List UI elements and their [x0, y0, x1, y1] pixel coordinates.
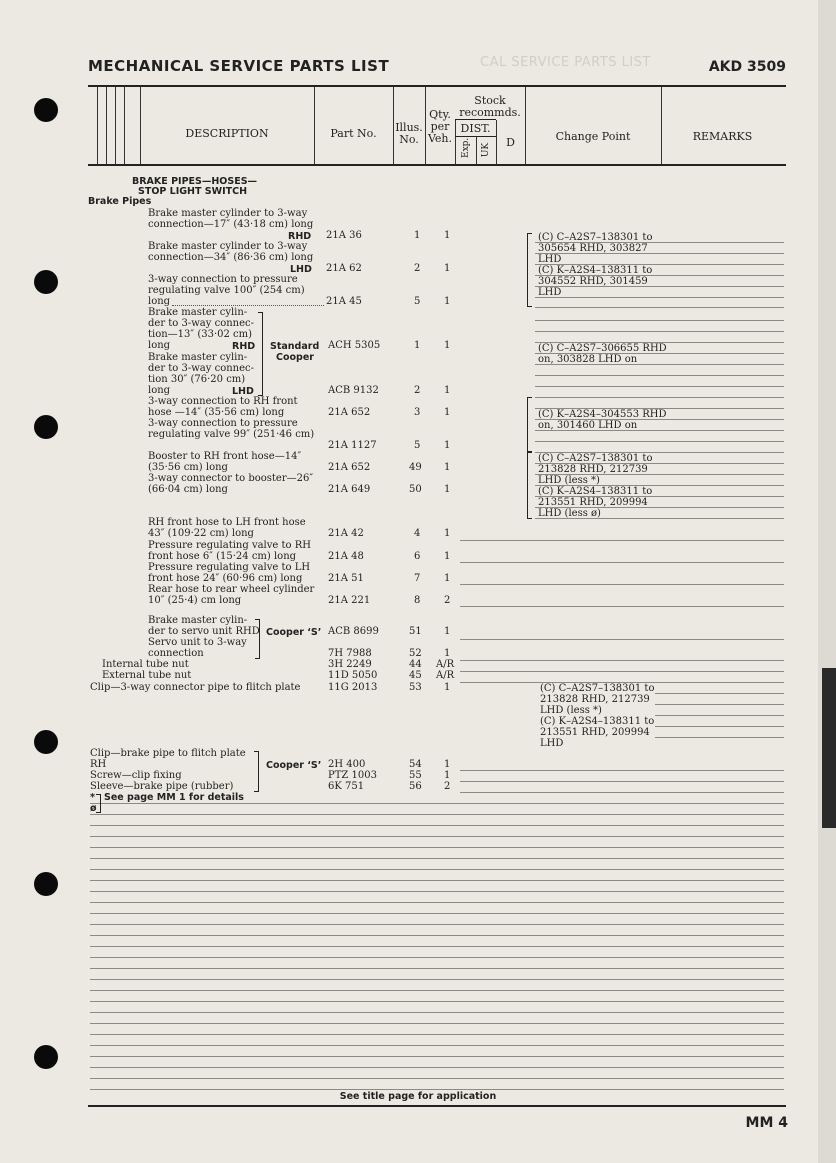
description-line: 3-way connector to booster—26″ [148, 473, 314, 484]
footer-rule [88, 1105, 786, 1107]
ruled-line [90, 979, 784, 980]
bracket [527, 233, 532, 307]
qty-value: 1 [444, 385, 451, 396]
illus-number: 54 [409, 759, 422, 770]
description-line: long [148, 340, 171, 351]
illus-number: 1 [414, 230, 421, 241]
ruled-line [90, 803, 784, 804]
document-code: AKD 3509 [708, 59, 786, 75]
change-point: 213551 RHD, 209994 [540, 727, 650, 738]
ruled-line [655, 693, 784, 694]
illus-number: 4 [414, 528, 421, 539]
description-line: Pressure regulating valve to RH [148, 540, 311, 551]
change-point: (C) K–A2S4–138311 to [538, 265, 653, 276]
description-line: connection—34″ (86·36 cm) long [148, 252, 314, 263]
illus-number: 5 [414, 296, 421, 307]
binder-hole [34, 98, 58, 122]
qty-value: A/R [436, 659, 455, 670]
ruled-line [460, 792, 784, 793]
change-point: 304552 RHD, 301459 [538, 276, 648, 287]
column-divider [661, 87, 662, 164]
change-point: 213551 RHD, 209994 [538, 497, 648, 508]
change-point: on, 301460 LHD on [538, 420, 638, 431]
description-line: der to 3-way connec- [148, 318, 254, 329]
description-line: regulating valve 100″ (254 cm) [148, 285, 305, 296]
qty-value: 1 [444, 440, 451, 451]
change-point: 213828 RHD, 212739 [538, 464, 648, 475]
change-point: 213828 RHD, 212739 [540, 694, 650, 705]
header-bottom-rule [88, 164, 786, 166]
description-line: RH [90, 759, 107, 770]
ruled-line [90, 1045, 784, 1046]
change-point: (C) K–A2S4–304553 RHD [538, 409, 667, 420]
description-line: LHD [232, 386, 254, 397]
part-number: 21A 51 [328, 573, 364, 584]
binder-hole [34, 730, 58, 754]
bracket [96, 794, 101, 813]
column-divider [124, 87, 125, 164]
group-label-cooper-s: Cooper ‘S’ [266, 760, 322, 771]
column-divider [140, 87, 141, 164]
change-point: (C) K–A2S4–138311 to [538, 486, 653, 497]
description-line: Rear hose to rear wheel cylinder [148, 584, 315, 595]
description-line: tion 30″ (76·20 cm) [148, 374, 246, 385]
ruled-line [90, 957, 784, 958]
ruled-line [460, 671, 784, 672]
ruled-line [90, 990, 784, 991]
description-line: Clip—3-way connector pipe to flitch plate [90, 682, 301, 693]
col-change-point: Change Point [555, 130, 631, 143]
part-number: 11D 5050 [328, 670, 378, 681]
qty-value: 1 [444, 528, 451, 539]
ruled-line [90, 858, 784, 859]
ruled-line [90, 968, 784, 969]
ruled-line [460, 562, 784, 563]
illus-number: 45 [409, 670, 422, 681]
bleed-through-text: CAL SERVICE PARTS LIST [480, 55, 651, 70]
description-line: RHD [232, 341, 256, 352]
footer-note: See title page for application [339, 1091, 497, 1102]
leader-dots [172, 305, 324, 306]
ruled-line [535, 397, 784, 398]
description-line: (66·04 cm) long [148, 484, 228, 495]
group-label-cooper: Cooper [276, 352, 314, 363]
qty-value: 1 [444, 340, 451, 351]
qty-value: 1 [444, 462, 451, 473]
dist-divider [455, 136, 496, 137]
ruled-line [535, 307, 784, 308]
illus-number: 44 [409, 659, 422, 670]
part-number: PTZ 1003 [328, 770, 377, 781]
col-stock: Stock [474, 94, 506, 107]
binder-hole [34, 1045, 58, 1069]
ruled-line [90, 902, 784, 903]
ruled-line [655, 715, 784, 716]
change-point: on, 303828 LHD on [538, 354, 638, 365]
ruled-line [90, 880, 784, 881]
change-point: LHD [538, 254, 562, 265]
ruled-line [90, 1056, 784, 1057]
bracket [254, 751, 259, 792]
ruled-line [90, 924, 784, 925]
bracket [527, 397, 532, 452]
col-illus-2: No. [399, 133, 419, 146]
column-divider [525, 87, 526, 164]
description-line: Brake master cylin- [148, 352, 248, 363]
ruled-line [460, 540, 784, 541]
change-point: LHD [538, 287, 562, 298]
footnote-symbol: * [90, 792, 95, 803]
part-number: 3H 2249 [328, 659, 372, 670]
description-line: der to 3-way connec- [148, 363, 254, 374]
binder-hole [34, 270, 58, 294]
illus-number: 6 [414, 551, 421, 562]
col-illus: Illus. [395, 121, 423, 134]
ruled-line [655, 726, 784, 727]
description-line: Internal tube nut [102, 659, 189, 670]
part-number: ACH 5305 [328, 340, 381, 351]
col-exp: Exp. [461, 137, 471, 158]
qty-value: 1 [444, 770, 451, 781]
qty-value: 1 [444, 682, 451, 693]
illus-number: 1 [414, 340, 421, 351]
part-number: ACB 9132 [328, 385, 379, 396]
column-divider [97, 87, 98, 164]
illus-number: 3 [414, 407, 421, 418]
ruled-line [535, 375, 784, 376]
col-d: D [506, 136, 515, 149]
col-stock-2: recommds. [459, 106, 521, 119]
column-divider [314, 87, 315, 164]
ruled-line [535, 441, 784, 442]
header-top-rule [88, 85, 786, 87]
part-number: 21A 652 [328, 407, 371, 418]
ruled-line [535, 386, 784, 387]
ruled-line [90, 1012, 784, 1013]
illus-number: 50 [409, 484, 422, 495]
ruled-line [460, 770, 784, 771]
change-point: (C) C–A2S7–306655 RHD [538, 343, 667, 354]
change-point: 305654 RHD, 303827 [538, 243, 648, 254]
illus-number: 52 [409, 648, 422, 659]
ruled-line [460, 606, 784, 607]
part-number: ACB 8699 [328, 626, 379, 637]
stock-divider [455, 119, 496, 120]
description-line: External tube nut [102, 670, 192, 681]
bracket [258, 312, 263, 396]
ruled-line [90, 1023, 784, 1024]
qty-value: 1 [444, 551, 451, 562]
qty-value: 2 [444, 781, 451, 792]
illus-number: 8 [414, 595, 421, 606]
illus-number: 7 [414, 573, 421, 584]
ruled-line [90, 935, 784, 936]
description-line: hose —14″ (35·56 cm) long [148, 407, 285, 418]
col-remarks: REMARKS [692, 130, 753, 143]
ruled-line [535, 331, 784, 332]
group-label-standard: Standard [270, 341, 320, 352]
footnote-symbol: ø [90, 803, 97, 814]
ruled-line [535, 297, 784, 298]
column-divider [106, 87, 107, 164]
description-line: connection—17″ (43·18 cm) long [148, 219, 314, 230]
section-title-2: STOP LIGHT SWITCH [138, 186, 248, 197]
ruled-line [90, 1089, 784, 1090]
description-line: Brake master cylinder to 3-way [148, 241, 308, 252]
col-qty-3: Veh. [427, 132, 453, 145]
ruled-line [655, 737, 784, 738]
ruled-line [90, 1078, 784, 1079]
ruled-line [90, 891, 784, 892]
bracket [255, 619, 260, 659]
description-line: 3-way connection to pressure [148, 274, 298, 285]
index-tab [822, 668, 836, 828]
col-uk: UK [481, 142, 491, 158]
section-title: BRAKE PIPES—HOSES— [132, 176, 258, 187]
change-point: (C) C–A2S7–138301 to [538, 453, 653, 464]
ruled-line [90, 869, 784, 870]
description-line: connection [148, 648, 204, 659]
qty-value: 1 [444, 407, 451, 418]
description-line: tion—13″ (33·02 cm) [148, 329, 253, 340]
description-line: Screw—clip fixing [90, 770, 182, 781]
part-number: 21A 649 [328, 484, 371, 495]
illus-number: 2 [414, 263, 421, 274]
part-number: 21A 1127 [328, 440, 377, 451]
ruled-line [90, 946, 784, 947]
change-point: (C) K–A2S4–138311 to [540, 716, 655, 727]
qty-value: 1 [444, 759, 451, 770]
ruled-line [90, 913, 784, 914]
illus-number: 51 [409, 626, 422, 637]
document-title: MECHANICAL SERVICE PARTS LIST [88, 57, 390, 75]
description-line: long [148, 385, 171, 396]
description-line: 43″ (109·22 cm) long [148, 528, 254, 539]
qty-value: 2 [444, 595, 451, 606]
column-divider [115, 87, 116, 164]
bracket [527, 452, 532, 519]
part-number: 21A 42 [328, 528, 364, 539]
col-qty: Qty. [429, 108, 451, 121]
description-line: Brake master cylinder to 3-way [148, 208, 308, 219]
qty-value: 1 [444, 626, 451, 637]
qty-value: A/R [436, 670, 455, 681]
page-edge [818, 0, 836, 1163]
part-number: 21A 652 [328, 462, 371, 473]
description-line: (35·56 cm) long [148, 462, 228, 473]
part-number: 11G 2013 [328, 682, 378, 693]
ruled-line [90, 1034, 784, 1035]
description-line: Clip—brake pipe to flitch plate [90, 748, 246, 759]
part-number: 2H 400 [328, 759, 366, 770]
description-line: LHD [290, 264, 312, 275]
ruled-line [535, 320, 784, 321]
change-point: LHD (less *) [538, 475, 600, 486]
part-number: 21A 221 [328, 595, 371, 606]
ruled-line [90, 1001, 784, 1002]
description-line: regulating valve 99″ (251·46 cm) [148, 429, 315, 440]
illus-number: 55 [409, 770, 422, 781]
column-divider [476, 137, 477, 164]
part-number: 6K 751 [328, 781, 365, 792]
binder-hole [34, 872, 58, 896]
description-line: RH front hose to LH front hose [148, 517, 306, 528]
part-number: 21A 45 [326, 296, 362, 307]
qty-value: 1 [444, 484, 451, 495]
ruled-line [460, 660, 784, 661]
qty-value: 1 [444, 296, 451, 307]
group-label-cooper-s: Cooper ‘S’ [266, 627, 322, 638]
col-dist: DIST. [460, 122, 491, 135]
ruled-line [90, 814, 784, 815]
ruled-line [90, 825, 784, 826]
illus-number: 53 [409, 682, 422, 693]
description-line: der to servo unit RHD [148, 626, 260, 637]
change-point: (C) C–A2S7–138301 to [540, 683, 655, 694]
change-point: LHD (less *) [540, 705, 602, 716]
description-line: 3-way connection to RH front [148, 396, 298, 407]
change-point: (C) C–A2S7–138301 to [538, 232, 653, 243]
ruled-line [460, 584, 784, 585]
description-line: Brake master cylin- [148, 615, 248, 626]
qty-value: 1 [444, 230, 451, 241]
binder-hole [34, 415, 58, 439]
description-line: long [148, 296, 171, 307]
illus-number: 5 [414, 440, 421, 451]
col-qty-2: per [430, 120, 450, 133]
description-line: 3-way connection to pressure [148, 418, 298, 429]
description-line: Sleeve—brake pipe (rubber) [90, 781, 234, 792]
ruled-line [460, 639, 784, 640]
part-number: 21A 36 [326, 230, 362, 241]
illus-number: 49 [409, 462, 422, 473]
description-line: Brake master cylin- [148, 307, 248, 318]
description-line: Booster to RH front hose—14″ [148, 451, 302, 462]
description-line: 10″ (25·4) cm long [148, 595, 242, 606]
ruled-line [90, 847, 784, 848]
part-number: 7H 7988 [328, 648, 372, 659]
change-point: LHD [540, 738, 564, 749]
col-part-no: Part No. [330, 127, 377, 140]
description-line: front hose 24″ (60·96 cm) long [148, 573, 303, 584]
description-line: front hose 6″ (15·24 cm) long [148, 551, 297, 562]
ruled-line [460, 781, 784, 782]
description-line: Pressure regulating valve to LH [148, 562, 311, 573]
illus-number: 56 [409, 781, 422, 792]
description-line: Servo unit to 3-way [148, 637, 247, 648]
col-description: DESCRIPTION [185, 127, 269, 140]
part-number: 21A 62 [326, 263, 362, 274]
description-line: RHD [288, 231, 312, 242]
ruled-line [90, 1067, 784, 1068]
ruled-line [90, 836, 784, 837]
qty-value: 1 [444, 263, 451, 274]
footnote-text: See page MM 1 for details [104, 792, 244, 803]
qty-value: 1 [444, 573, 451, 584]
ruled-line [655, 704, 784, 705]
change-point: LHD (less ø) [538, 508, 601, 519]
illus-number: 2 [414, 385, 421, 396]
page-number: MM 4 [745, 1115, 788, 1131]
qty-value: 1 [444, 648, 451, 659]
part-number: 21A 48 [328, 551, 364, 562]
section-subtitle: Brake Pipes [88, 196, 152, 207]
